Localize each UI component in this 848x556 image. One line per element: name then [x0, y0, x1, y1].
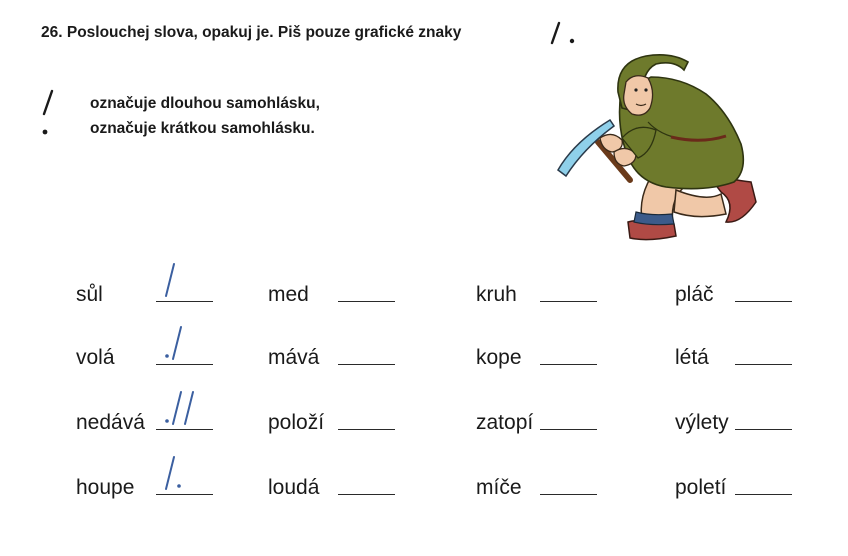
exercise-title: 26. Poslouchej slova, opakuj je. Piš pouze grafické znaky	[41, 24, 462, 41]
answer-blank[interactable]	[540, 364, 597, 365]
word-item: položí	[268, 411, 325, 434]
answer-blank[interactable]	[338, 494, 395, 495]
word-item: pláč	[675, 283, 714, 306]
word-item: nedává	[76, 411, 145, 434]
word-item: poletí	[675, 476, 727, 499]
handwritten-answer	[156, 451, 226, 495]
answer-blank[interactable]	[735, 494, 792, 495]
long-mark-icon	[173, 327, 181, 359]
short-mark-icon	[165, 354, 169, 358]
answer-blank[interactable]	[735, 301, 792, 302]
answer-blank[interactable]	[338, 364, 395, 365]
word-item: výlety	[675, 411, 729, 434]
word-item: kope	[476, 346, 522, 369]
legend-long: označuje dlouhou samohlásku,	[90, 95, 320, 112]
long-mark-icon	[166, 457, 174, 489]
short-mark-icon	[36, 118, 58, 140]
short-mark-icon	[177, 484, 181, 488]
answer-blank[interactable]	[540, 494, 597, 495]
word-item: volá	[76, 346, 115, 369]
miner-illustration	[556, 52, 761, 242]
answer-blank[interactable]	[338, 429, 395, 430]
short-mark-icon	[165, 419, 169, 423]
handwritten-answer	[156, 321, 226, 365]
answer-blank[interactable]	[540, 429, 597, 430]
word-item: med	[268, 283, 309, 306]
word-item: loudá	[268, 476, 320, 499]
long-mark-icon	[185, 392, 193, 424]
word-item: létá	[675, 346, 709, 369]
word-item: kruh	[476, 283, 517, 306]
answer-blank[interactable]	[735, 364, 792, 365]
long-mark-icon	[36, 88, 58, 118]
legend-short: označuje krátkou samohlásku.	[90, 120, 315, 137]
answer-blank[interactable]	[338, 301, 395, 302]
long-mark-icon	[166, 264, 174, 296]
word-item: sůl	[76, 283, 103, 306]
word-item: míče	[476, 476, 522, 499]
word-item: zatopí	[476, 411, 534, 434]
long-mark-icon	[173, 392, 181, 424]
title-marks-icon	[546, 18, 582, 48]
word-item: houpe	[76, 476, 135, 499]
handwritten-answer	[156, 258, 226, 302]
answer-blank[interactable]	[735, 429, 792, 430]
answer-blank[interactable]	[540, 301, 597, 302]
word-item: mává	[268, 346, 320, 369]
handwritten-answer	[156, 386, 226, 430]
